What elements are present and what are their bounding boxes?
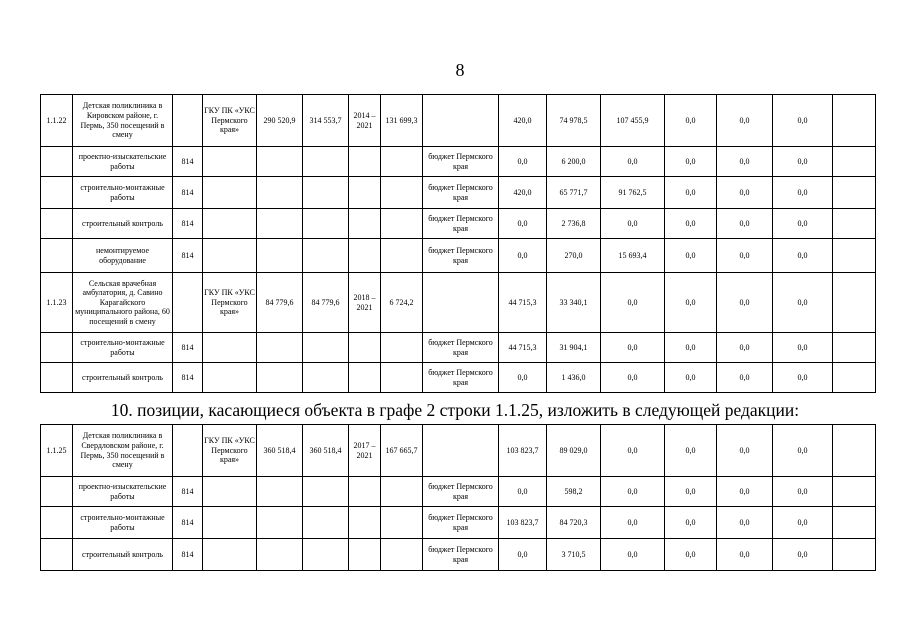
table-cell: 0,0 bbox=[717, 539, 773, 571]
table-cell: бюджет Пермского края bbox=[423, 239, 499, 273]
table-cell bbox=[41, 239, 73, 273]
table-cell bbox=[303, 333, 349, 363]
table-cell: 74 978,5 bbox=[547, 95, 601, 147]
table-cell bbox=[203, 147, 257, 177]
table-cell: 0,0 bbox=[601, 539, 665, 571]
table-cell bbox=[257, 507, 303, 539]
table-cell: 89 029,0 bbox=[547, 425, 601, 477]
table-cell: 0,0 bbox=[601, 425, 665, 477]
table-cell: 44 715,3 bbox=[499, 273, 547, 333]
table-cell bbox=[203, 477, 257, 507]
table-cell: 0,0 bbox=[665, 333, 717, 363]
table-cell: строительный контроль bbox=[73, 539, 173, 571]
table-cell: 360 518,4 bbox=[257, 425, 303, 477]
table-cell bbox=[349, 147, 381, 177]
table-cell bbox=[381, 177, 423, 209]
table-cell bbox=[833, 177, 876, 209]
table-cell bbox=[833, 539, 876, 571]
table-row bbox=[41, 209, 876, 239]
table-cell: строительный контроль bbox=[73, 363, 173, 393]
table-cell: бюджет Пермского края bbox=[423, 333, 499, 363]
table-cell: Сельская врачебная амбулатория, д. Савино Карагайского муниципального района, 60 посещений в смену bbox=[73, 273, 173, 333]
table-cell bbox=[257, 239, 303, 273]
table-cell: 1.1.22 bbox=[41, 95, 73, 147]
table-cell: бюджет Пермского края bbox=[423, 147, 499, 177]
table-cell: 814 bbox=[173, 177, 203, 209]
table-cell bbox=[381, 239, 423, 273]
table-cell: 0,0 bbox=[665, 425, 717, 477]
table-cell: 0,0 bbox=[601, 477, 665, 507]
table-cell bbox=[349, 177, 381, 209]
table-row bbox=[41, 177, 876, 209]
table-cell bbox=[203, 507, 257, 539]
table-cell: 107 455,9 bbox=[601, 95, 665, 147]
table-cell bbox=[41, 333, 73, 363]
table-cell bbox=[423, 273, 499, 333]
table-row bbox=[41, 147, 876, 177]
table-cell bbox=[833, 209, 876, 239]
table-cell: 6 200,0 bbox=[547, 147, 601, 177]
table-cell bbox=[349, 209, 381, 239]
table-cell: 65 771,7 bbox=[547, 177, 601, 209]
table-cell: 0,0 bbox=[717, 363, 773, 393]
table-cell bbox=[203, 539, 257, 571]
table-cell: 814 bbox=[173, 147, 203, 177]
table-cell: 33 340,1 bbox=[547, 273, 601, 333]
table-cell: 814 bbox=[173, 363, 203, 393]
table-cell bbox=[41, 147, 73, 177]
table-cell bbox=[833, 273, 876, 333]
table-cell bbox=[257, 147, 303, 177]
table-cell: 0,0 bbox=[717, 425, 773, 477]
table-cell: 2014 – 2021 bbox=[349, 95, 381, 147]
table-cell: 0,0 bbox=[601, 209, 665, 239]
table-cell: 0,0 bbox=[665, 177, 717, 209]
table-cell: 598,2 bbox=[547, 477, 601, 507]
table-cell bbox=[41, 363, 73, 393]
table-cell: 1.1.25 bbox=[41, 425, 73, 477]
table-cell: 0,0 bbox=[773, 477, 833, 507]
table-cell bbox=[381, 539, 423, 571]
table-cell bbox=[833, 477, 876, 507]
table-cell: 131 699,3 bbox=[381, 95, 423, 147]
table-cell: 0,0 bbox=[717, 209, 773, 239]
table-cell: 0,0 bbox=[717, 333, 773, 363]
table-row bbox=[41, 477, 876, 507]
table-cell: строительно-монтажные работы bbox=[73, 333, 173, 363]
table-cell: 91 762,5 bbox=[601, 177, 665, 209]
table-cell: 3 710,5 bbox=[547, 539, 601, 571]
table-cell: 0,0 bbox=[499, 477, 547, 507]
table-cell: бюджет Пермского края bbox=[423, 177, 499, 209]
table-cell: 0,0 bbox=[601, 363, 665, 393]
table-cell bbox=[203, 363, 257, 393]
table-cell bbox=[173, 273, 203, 333]
table-cell: 0,0 bbox=[601, 147, 665, 177]
table-cell: 31 904,1 bbox=[547, 333, 601, 363]
table-cell: 167 665,7 bbox=[381, 425, 423, 477]
table-cell bbox=[303, 177, 349, 209]
table-cell: 0,0 bbox=[717, 95, 773, 147]
table-cell: 0,0 bbox=[717, 477, 773, 507]
table-cell: 0,0 bbox=[665, 507, 717, 539]
table-cell: 103 823,7 bbox=[499, 507, 547, 539]
table-cell bbox=[349, 477, 381, 507]
table-cell bbox=[381, 147, 423, 177]
table-cell bbox=[203, 209, 257, 239]
table-cell: 420,0 bbox=[499, 177, 547, 209]
table-cell: 0,0 bbox=[601, 273, 665, 333]
table-cell: 0,0 bbox=[499, 363, 547, 393]
table-cell bbox=[833, 507, 876, 539]
table-cell: 420,0 bbox=[499, 95, 547, 147]
table-cell: бюджет Пермского края bbox=[423, 209, 499, 239]
table-cell: 84 779,6 bbox=[303, 273, 349, 333]
table-cell bbox=[257, 177, 303, 209]
table-cell bbox=[349, 507, 381, 539]
table-cell: 270,0 bbox=[547, 239, 601, 273]
table-cell: 0,0 bbox=[717, 239, 773, 273]
table-cell: 6 724,2 bbox=[381, 273, 423, 333]
table-cell: 0,0 bbox=[773, 539, 833, 571]
table-cell: 2017 – 2021 bbox=[349, 425, 381, 477]
table-cell: 0,0 bbox=[717, 147, 773, 177]
table-cell: 1 436,0 bbox=[547, 363, 601, 393]
table-cell: 314 553,7 bbox=[303, 95, 349, 147]
table-cell bbox=[173, 425, 203, 477]
table-cell: Детская поликлиника в Свердловском районе, г. Пермь, 350 посещений в смену bbox=[73, 425, 173, 477]
table-cell bbox=[303, 539, 349, 571]
table-cell: 0,0 bbox=[499, 239, 547, 273]
table-cell bbox=[257, 333, 303, 363]
table-cell: проектно-изыскательские работы bbox=[73, 147, 173, 177]
table-cell: 2 736,8 bbox=[547, 209, 601, 239]
table-row bbox=[41, 333, 876, 363]
table-cell: 0,0 bbox=[773, 239, 833, 273]
table-cell bbox=[203, 333, 257, 363]
table-cell: проектно-изыскательские работы bbox=[73, 477, 173, 507]
table-cell: 0,0 bbox=[665, 363, 717, 393]
table-cell bbox=[257, 477, 303, 507]
table-section-2 bbox=[40, 424, 876, 571]
table-cell: 0,0 bbox=[665, 239, 717, 273]
table-cell bbox=[833, 95, 876, 147]
table-cell: ГКУ ПК «УКС Пермского края» bbox=[203, 273, 257, 333]
table-cell: 1.1.23 bbox=[41, 273, 73, 333]
table-cell bbox=[257, 209, 303, 239]
table-cell bbox=[349, 539, 381, 571]
table-cell: 0,0 bbox=[717, 273, 773, 333]
table-cell: Детская поликлиника в Кировском районе, г. Пермь, 350 посещений в смену bbox=[73, 95, 173, 147]
table-cell: бюджет Пермского края bbox=[423, 363, 499, 393]
table-cell: 0,0 bbox=[499, 209, 547, 239]
table-cell: 0,0 bbox=[665, 147, 717, 177]
page-number: 8 bbox=[455, 60, 465, 80]
table-cell: 0,0 bbox=[665, 95, 717, 147]
table-cell: 814 bbox=[173, 239, 203, 273]
table-cell: 0,0 bbox=[773, 147, 833, 177]
table-cell: 0,0 bbox=[665, 477, 717, 507]
table-cell: 0,0 bbox=[665, 539, 717, 571]
table-row bbox=[41, 425, 876, 477]
table-cell: 360 518,4 bbox=[303, 425, 349, 477]
table-row bbox=[41, 507, 876, 539]
table-cell: 0,0 bbox=[601, 507, 665, 539]
table-cell: 0,0 bbox=[773, 209, 833, 239]
table-cell: ГКУ ПК «УКС Пермского края» bbox=[203, 425, 257, 477]
table-cell bbox=[381, 507, 423, 539]
table-cell bbox=[303, 209, 349, 239]
table-cell: строительно-монтажные работы bbox=[73, 177, 173, 209]
table-cell bbox=[381, 209, 423, 239]
table-cell: 0,0 bbox=[773, 333, 833, 363]
table-cell: 290 520,9 bbox=[257, 95, 303, 147]
table-cell bbox=[349, 333, 381, 363]
table-cell: 0,0 bbox=[773, 177, 833, 209]
table-cell bbox=[41, 539, 73, 571]
table-cell bbox=[833, 425, 876, 477]
table-row bbox=[41, 273, 876, 333]
table-cell bbox=[381, 363, 423, 393]
table-cell bbox=[303, 477, 349, 507]
table-cell: 814 bbox=[173, 507, 203, 539]
table-cell: 0,0 bbox=[773, 507, 833, 539]
table-cell: ГКУ ПК «УКС Пермского края» bbox=[203, 95, 257, 147]
table-cell bbox=[381, 477, 423, 507]
table-row bbox=[41, 239, 876, 273]
table-cell: 0,0 bbox=[499, 147, 547, 177]
table-cell bbox=[257, 363, 303, 393]
table-cell: 814 bbox=[173, 539, 203, 571]
table-cell: 0,0 bbox=[665, 273, 717, 333]
table-cell bbox=[203, 239, 257, 273]
table-cell: строительный контроль bbox=[73, 209, 173, 239]
table-cell: бюджет Пермского края bbox=[423, 477, 499, 507]
table-cell bbox=[833, 333, 876, 363]
table-cell: 814 bbox=[173, 333, 203, 363]
table-cell: 15 693,4 bbox=[601, 239, 665, 273]
table-cell: 814 bbox=[173, 477, 203, 507]
table-cell bbox=[833, 147, 876, 177]
table-cell: 84 720,3 bbox=[547, 507, 601, 539]
table-cell: 0,0 bbox=[773, 425, 833, 477]
table-cell bbox=[303, 239, 349, 273]
section-heading: 10. позиции, касающиеся объекта в графе 2 строки 1.1.25, изложить в следующей редакции: bbox=[110, 400, 800, 420]
table-cell bbox=[833, 239, 876, 273]
table-cell: бюджет Пермского края bbox=[423, 539, 499, 571]
table-cell bbox=[41, 177, 73, 209]
table-cell bbox=[203, 177, 257, 209]
table-cell bbox=[349, 363, 381, 393]
table-cell: 0,0 bbox=[665, 209, 717, 239]
table-cell: 0,0 bbox=[601, 333, 665, 363]
table-cell bbox=[41, 507, 73, 539]
table-cell: строительно-монтажные работы bbox=[73, 507, 173, 539]
table-cell: 44 715,3 bbox=[499, 333, 547, 363]
table-cell bbox=[303, 147, 349, 177]
table-section-1 bbox=[40, 94, 876, 393]
table-cell: 814 bbox=[173, 209, 203, 239]
table-cell bbox=[381, 333, 423, 363]
table-cell: 0,0 bbox=[717, 177, 773, 209]
table-cell bbox=[423, 95, 499, 147]
table-cell: 2018 – 2021 bbox=[349, 273, 381, 333]
table-row bbox=[41, 363, 876, 393]
table-cell: немонтируемое оборудование bbox=[73, 239, 173, 273]
table-cell: 0,0 bbox=[773, 95, 833, 147]
table-cell bbox=[349, 239, 381, 273]
table-cell bbox=[41, 209, 73, 239]
table-row bbox=[41, 539, 876, 571]
table-cell: 84 779,6 bbox=[257, 273, 303, 333]
table-cell: бюджет Пермского края bbox=[423, 507, 499, 539]
table-cell bbox=[833, 363, 876, 393]
table-cell bbox=[41, 477, 73, 507]
table-cell bbox=[303, 363, 349, 393]
table-cell bbox=[423, 425, 499, 477]
table-cell: 0,0 bbox=[773, 273, 833, 333]
table-cell bbox=[173, 95, 203, 147]
table-cell: 0,0 bbox=[773, 363, 833, 393]
table-row bbox=[41, 95, 876, 147]
table-cell bbox=[303, 507, 349, 539]
table-cell: 103 823,7 bbox=[499, 425, 547, 477]
table-cell: 0,0 bbox=[717, 507, 773, 539]
table-cell bbox=[257, 539, 303, 571]
table-cell: 0,0 bbox=[499, 539, 547, 571]
